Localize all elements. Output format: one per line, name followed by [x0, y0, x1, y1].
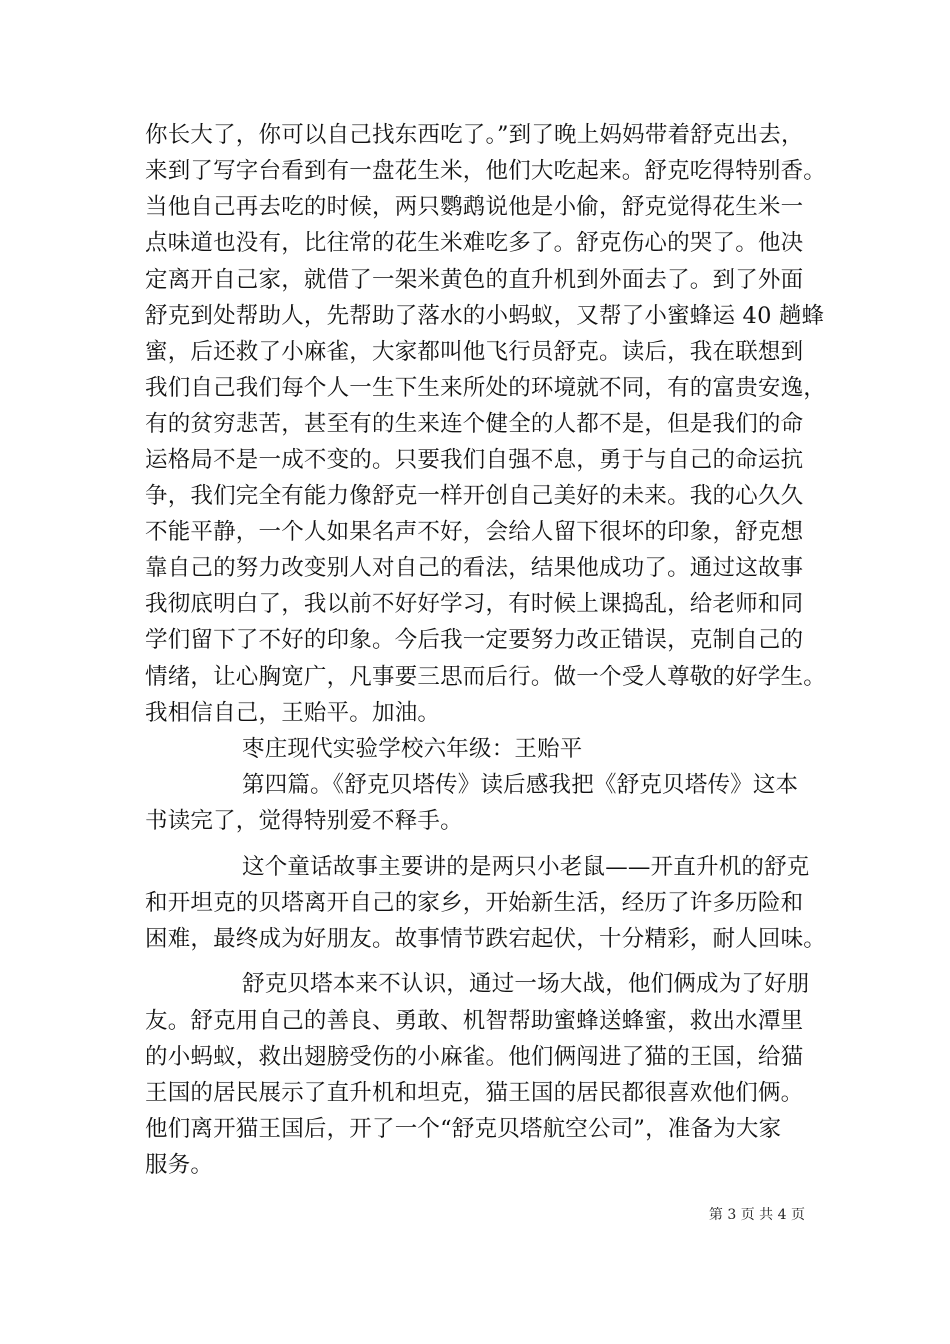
text-line: 有的贫穷悲苦，甚至有的生来连个健全的人都不是，但是我们的命 — [145, 411, 804, 437]
text-line: 和开坦克的贝塔离开自己的家乡，开始新生活，经历了许多历险和 — [145, 890, 804, 916]
page-number-footer: 第 3 页 共 4 页 — [708, 1207, 805, 1223]
text-line: 运格局不是一成不变的。只要我们自强不息，勇于与自己的命运抗 — [145, 447, 804, 473]
text-line: 舒克到处帮助人，先帮助了落水的小蚂蚁，又帮了小蜜蜂运 40 趟蜂 — [145, 303, 825, 329]
text-line: 王国的居民展示了直升机和坦克，猫王国的居民都很喜欢他们俩。 — [145, 1080, 804, 1106]
text-line: 靠自己的努力改变别人对自己的看法，结果他成功了。通过这故事 — [145, 555, 804, 581]
paragraph-start-line: 舒克贝塔本来不认识，通过一场大战，他们俩成为了好朋 — [242, 971, 810, 997]
text-line: 困难，最终成为好朋友。故事情节跌宕起伏，十分精彩，耐人回味。 — [145, 926, 827, 952]
text-line: 点味道也没有，比往常的花生米难吃多了。舒克伤心的哭了。他决 — [145, 230, 804, 256]
section-heading-line: 第四篇。《舒克贝塔传》读后感我把《舒克贝塔传》这本 — [242, 772, 799, 798]
text-line: 不能平静，一个人如果名声不好，会给人留下很坏的印象，舒克想 — [145, 519, 804, 545]
signature-line: 枣庄现代实验学校六年级：王贻平 — [242, 736, 583, 762]
text-line: 我彻底明白了，我以前不好好学习，有时候上课捣乱，给老师和同 — [145, 591, 804, 617]
text-line: 当他自己再去吃的时候，两只鹦鹉说他是小偷，舒克觉得花生米一 — [145, 194, 804, 220]
text-line: 情绪，让心胸宽广，凡事要三思而后行。做一个受人尊敬的好学生。 — [145, 664, 827, 690]
text-line: 你长大了，你可以自己找东西吃了。”到了晚上妈妈带着舒克出去， — [145, 122, 804, 148]
text-line: 争，我们完全有能力像舒克一样开创自己美好的未来。我的心久久 — [145, 483, 804, 509]
text-line: 定离开自己家，就借了一架米黄色的直升机到外面去了。到了外面 — [145, 267, 804, 293]
text-line: 的小蚂蚁，救出翅膀受伤的小麻雀。他们俩闯进了猫的王国，给猫 — [145, 1044, 804, 1070]
text-line: 服务。 — [145, 1152, 214, 1178]
paragraph-start-line: 这个童话故事主要讲的是两只小老鼠——开直升机的舒克 — [242, 854, 810, 880]
text-line: 学们留下了不好的印象。今后我一定要努力改正错误，克制自己的 — [145, 627, 804, 653]
text-line: 我们自己我们每个人一生下生来所处的环境就不同，有的富贵安逸， — [145, 375, 827, 401]
text-line: 书读完了，觉得特别爱不释手。 — [145, 808, 463, 834]
text-line: 蜜，后还救了小麻雀，大家都叫他飞行员舒克。读后，我在联想到 — [145, 339, 804, 365]
text-line: 友。舒克用自己的善良、勇敢、机智帮助蜜蜂送蜂蜜，救出水潭里 — [145, 1008, 804, 1034]
text-line: 他们离开猫王国后，开了一个“舒克贝塔航空公司”，准备为大家 — [145, 1116, 782, 1142]
text-line: 我相信自己，王贻平。加油。 — [145, 700, 441, 726]
text-line: 来到了写字台看到有一盘花生米，他们大吃起来。舒克吃得特别香。 — [145, 158, 827, 184]
